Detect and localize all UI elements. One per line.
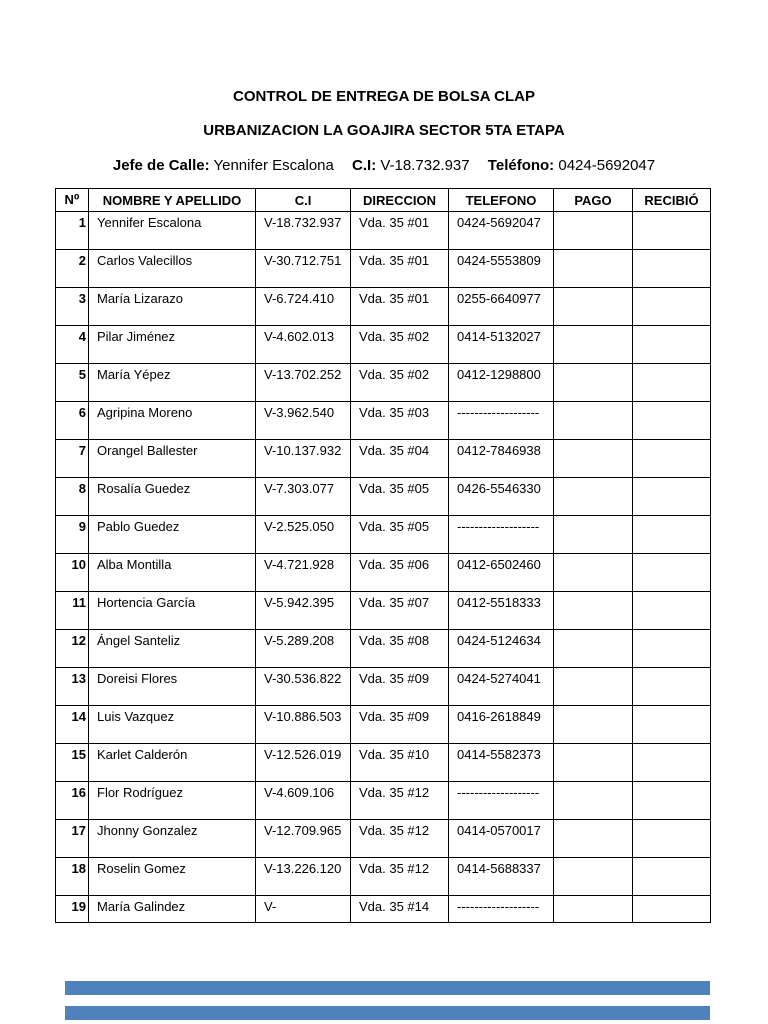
cell-telefono: 0255-6640977 <box>449 288 554 326</box>
cell-n: 17 <box>56 820 89 858</box>
column-header-telefono: TELEFONO <box>449 189 554 212</box>
table-body <box>56 212 711 923</box>
cell-pago <box>554 668 633 706</box>
cell-n: 19 <box>56 896 89 923</box>
table-row <box>56 440 711 478</box>
cell-n: 14 <box>56 706 89 744</box>
cell-recibio <box>633 592 711 630</box>
cell-nombre: María Yépez <box>89 364 256 402</box>
ci-value: V-18.732.937 <box>380 157 470 174</box>
table-row <box>56 402 711 440</box>
cell-n: 15 <box>56 744 89 782</box>
cell-direccion: Vda. 35 #08 <box>351 630 449 668</box>
cell-telefono: ------------------- <box>449 516 554 554</box>
cell-direccion: Vda. 35 #04 <box>351 440 449 478</box>
cell-n: 16 <box>56 782 89 820</box>
cell-nombre: Orangel Ballester <box>89 440 256 478</box>
cell-telefono: 0416-2618849 <box>449 706 554 744</box>
cell-nombre: Luis Vazquez <box>89 706 256 744</box>
cell-direccion: Vda. 35 #10 <box>351 744 449 782</box>
cell-pago <box>554 288 633 326</box>
table-row <box>56 250 711 288</box>
cell-direccion: Vda. 35 #02 <box>351 326 449 364</box>
cell-direccion: Vda. 35 #05 <box>351 516 449 554</box>
cell-ci: V-6.724.410 <box>256 288 351 326</box>
cell-telefono: ------------------- <box>449 402 554 440</box>
cell-direccion: Vda. 35 #05 <box>351 478 449 516</box>
table-row <box>56 744 711 782</box>
cell-ci: V-30.712.751 <box>256 250 351 288</box>
cell-ci: V-13.226.120 <box>256 858 351 896</box>
cell-n: 8 <box>56 478 89 516</box>
cell-pago <box>554 440 633 478</box>
cell-direccion: Vda. 35 #02 <box>351 364 449 402</box>
table-row <box>56 630 711 668</box>
cell-recibio <box>633 782 711 820</box>
cell-n: 3 <box>56 288 89 326</box>
column-header-direccion: DIRECCION <box>351 189 449 212</box>
cell-ci: V-12.526.019 <box>256 744 351 782</box>
table-row <box>56 896 711 923</box>
cell-pago <box>554 592 633 630</box>
cell-ci: V-12.709.965 <box>256 820 351 858</box>
cell-telefono: 0412-5518333 <box>449 592 554 630</box>
delivery-control-table <box>55 188 711 923</box>
cell-n: 7 <box>56 440 89 478</box>
jefe-de-calle-label: Jefe de Calle: <box>112 157 210 174</box>
table-row <box>56 592 711 630</box>
ci-label: C.I: <box>352 157 377 174</box>
cell-pago <box>554 896 633 923</box>
cell-direccion: Vda. 35 #09 <box>351 706 449 744</box>
cell-n: 9 <box>56 516 89 554</box>
cell-pago <box>554 858 633 896</box>
cell-telefono: 0414-5688337 <box>449 858 554 896</box>
cell-direccion: Vda. 35 #12 <box>351 820 449 858</box>
cell-direccion: Vda. 35 #12 <box>351 858 449 896</box>
cell-n: 6 <box>56 402 89 440</box>
cell-recibio <box>633 212 711 250</box>
cell-telefono: 0424-5274041 <box>449 668 554 706</box>
cell-ci: V-30.536.822 <box>256 668 351 706</box>
cell-ci: V-18.732.937 <box>256 212 351 250</box>
cell-ci: V-3.962.540 <box>256 402 351 440</box>
cell-telefono: 0424-5553809 <box>449 250 554 288</box>
cell-direccion: Vda. 35 #03 <box>351 402 449 440</box>
cell-telefono: 0412-7846938 <box>449 440 554 478</box>
cell-pago <box>554 212 633 250</box>
page-title: CONTROL DE ENTREGA DE BOLSA CLAP <box>233 88 535 105</box>
column-header-recibio: RECIBIÓ <box>633 189 711 212</box>
table-row <box>56 478 711 516</box>
next-page-blue-strip <box>65 981 710 995</box>
cell-recibio <box>633 896 711 923</box>
cell-recibio <box>633 516 711 554</box>
column-header-n: N⁰ <box>56 189 89 212</box>
cell-telefono: 0412-1298800 <box>449 364 554 402</box>
cell-ci: V-10.886.503 <box>256 706 351 744</box>
cell-ci: V-4.609.106 <box>256 782 351 820</box>
cell-n: 12 <box>56 630 89 668</box>
table-row <box>56 554 711 592</box>
cell-pago <box>554 706 633 744</box>
table-row <box>56 288 711 326</box>
cell-pago <box>554 630 633 668</box>
cell-recibio <box>633 288 711 326</box>
table-row <box>56 212 711 250</box>
table-row <box>56 820 711 858</box>
cell-pago <box>554 516 633 554</box>
cell-nombre: María Lizarazo <box>89 288 256 326</box>
cell-telefono: 0414-0570017 <box>449 820 554 858</box>
table-row <box>56 364 711 402</box>
cell-ci: V-13.702.252 <box>256 364 351 402</box>
cell-nombre: Pilar Jiménez <box>89 326 256 364</box>
cell-recibio <box>633 858 711 896</box>
cell-direccion: Vda. 35 #06 <box>351 554 449 592</box>
cell-nombre: Carlos Valecillos <box>89 250 256 288</box>
cell-telefono: 0424-5692047 <box>449 212 554 250</box>
street-chief-line <box>0 157 768 174</box>
telefono-label: Teléfono: <box>487 157 555 174</box>
cell-telefono: 0424-5124634 <box>449 630 554 668</box>
cell-pago <box>554 250 633 288</box>
cell-ci: V-5.289.208 <box>256 630 351 668</box>
table-row <box>56 516 711 554</box>
cell-direccion: Vda. 35 #09 <box>351 668 449 706</box>
cell-recibio <box>633 250 711 288</box>
cell-pago <box>554 744 633 782</box>
cell-n: 10 <box>56 554 89 592</box>
cell-nombre: Karlet Calderón <box>89 744 256 782</box>
cell-telefono: 0426-5546330 <box>449 478 554 516</box>
cell-pago <box>554 402 633 440</box>
cell-n: 18 <box>56 858 89 896</box>
cell-nombre: Ángel Santeliz <box>89 630 256 668</box>
cell-nombre: Jhonny Gonzalez <box>89 820 256 858</box>
cell-telefono: 0414-5582373 <box>449 744 554 782</box>
cell-nombre: Alba Montilla <box>89 554 256 592</box>
cell-ci: V-5.942.395 <box>256 592 351 630</box>
cell-ci: V-4.602.013 <box>256 326 351 364</box>
cell-ci: V- <box>256 896 351 923</box>
cell-recibio <box>633 630 711 668</box>
cell-n: 4 <box>56 326 89 364</box>
cell-pago <box>554 478 633 516</box>
cell-recibio <box>633 820 711 858</box>
table-row <box>56 706 711 744</box>
table-row <box>56 326 711 364</box>
cell-direccion: Vda. 35 #12 <box>351 782 449 820</box>
cell-nombre: María Galindez <box>89 896 256 923</box>
cell-nombre: Flor Rodríguez <box>89 782 256 820</box>
cell-recibio <box>633 668 711 706</box>
cell-direccion: Vda. 35 #01 <box>351 212 449 250</box>
table-row <box>56 782 711 820</box>
telefono-value: 0424-5692047 <box>558 157 656 174</box>
column-header-nombre: NOMBRE Y APELLIDO <box>89 189 256 212</box>
cell-recibio <box>633 402 711 440</box>
cell-ci: V-10.137.932 <box>256 440 351 478</box>
table-row <box>56 858 711 896</box>
cell-ci: V-2.525.050 <box>256 516 351 554</box>
cell-nombre: Yennifer Escalona <box>89 212 256 250</box>
cell-recibio <box>633 706 711 744</box>
cell-n: 5 <box>56 364 89 402</box>
cell-pago <box>554 326 633 364</box>
column-header-pago: PAGO <box>554 189 633 212</box>
cell-recibio <box>633 440 711 478</box>
cell-nombre: Rosalía Guedez <box>89 478 256 516</box>
cell-n: 1 <box>56 212 89 250</box>
table-row <box>56 668 711 706</box>
cell-recibio <box>633 744 711 782</box>
cell-direccion: Vda. 35 #14 <box>351 896 449 923</box>
cell-pago <box>554 782 633 820</box>
cell-recibio <box>633 478 711 516</box>
cell-n: 2 <box>56 250 89 288</box>
cell-pago <box>554 820 633 858</box>
cell-recibio <box>633 554 711 592</box>
cell-nombre: Hortencia García <box>89 592 256 630</box>
cell-pago <box>554 554 633 592</box>
cell-nombre: Pablo Guedez <box>89 516 256 554</box>
cell-telefono: ------------------- <box>449 782 554 820</box>
cell-pago <box>554 364 633 402</box>
cell-direccion: Vda. 35 #07 <box>351 592 449 630</box>
cell-n: 11 <box>56 592 89 630</box>
next-page-blue-strip <box>65 1006 710 1020</box>
cell-telefono: ------------------- <box>449 896 554 923</box>
cell-recibio <box>633 326 711 364</box>
cell-recibio <box>633 364 711 402</box>
cell-n: 13 <box>56 668 89 706</box>
cell-direccion: Vda. 35 #01 <box>351 250 449 288</box>
column-header-ci: C.I <box>256 189 351 212</box>
cell-ci: V-7.303.077 <box>256 478 351 516</box>
cell-telefono: 0412-6502460 <box>449 554 554 592</box>
cell-direccion: Vda. 35 #01 <box>351 288 449 326</box>
cell-nombre: Roselin Gomez <box>89 858 256 896</box>
cell-ci: V-4.721.928 <box>256 554 351 592</box>
cell-telefono: 0414-5132027 <box>449 326 554 364</box>
table-header-row <box>56 189 711 212</box>
page-subtitle: URBANIZACION LA GOAJIRA SECTOR 5TA ETAPA <box>203 122 565 139</box>
cell-nombre: Doreisi Flores <box>89 668 256 706</box>
cell-nombre: Agripina Moreno <box>89 402 256 440</box>
jefe-de-calle-value: Yennifer Escalona <box>213 157 334 174</box>
